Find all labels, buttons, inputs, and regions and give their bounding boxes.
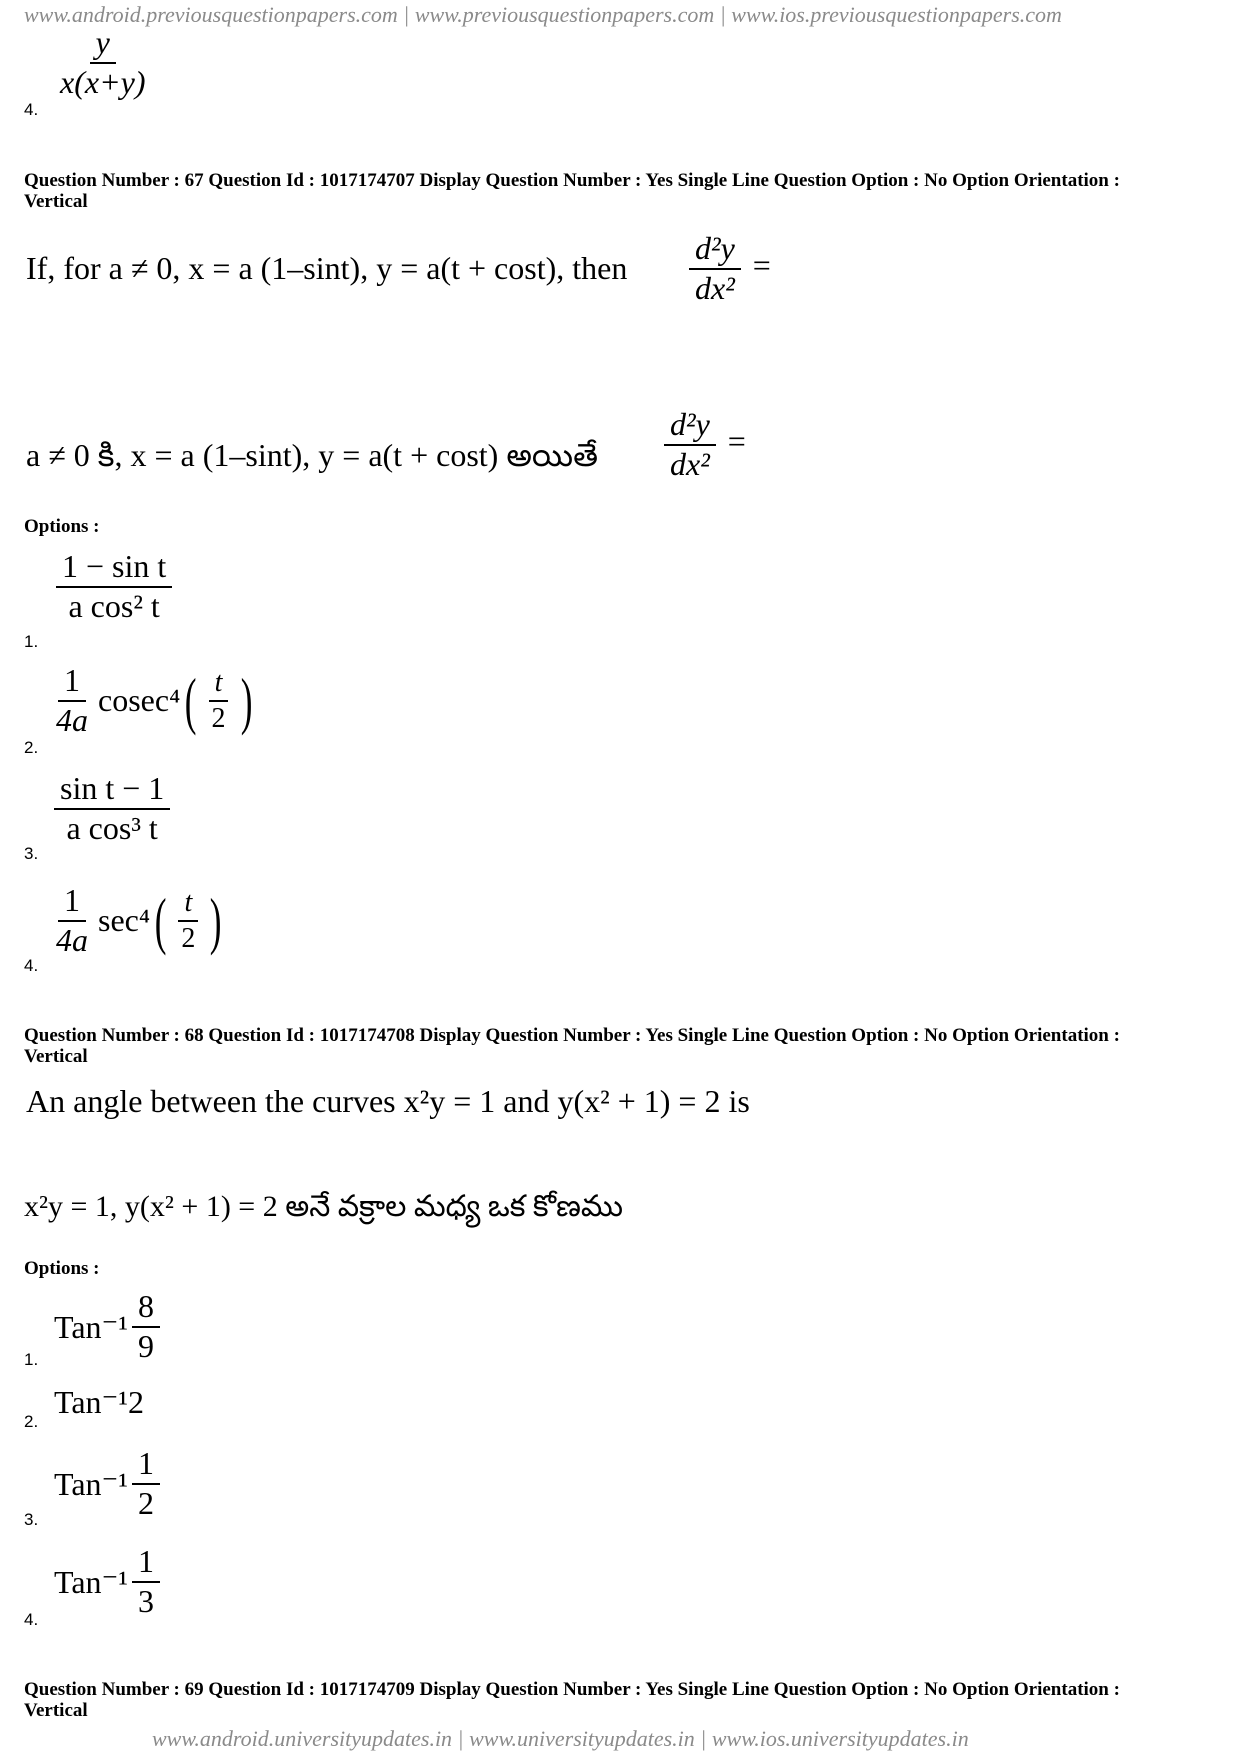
prev-option-numerator: y xyxy=(90,26,116,64)
q67-opt3-den: a cos³ t xyxy=(66,809,158,846)
q67-text-te xyxy=(26,437,598,482)
q68-opt1-den: 9 xyxy=(138,1327,154,1364)
q67-d2y: d²y xyxy=(689,232,741,270)
q67-equals-te: = xyxy=(727,422,746,459)
q68-meta: Question Number : 68 Question Id : 1017174708 Display Question Number : Yes Single Line Question Option : No Option Orientation : Vertical xyxy=(24,1025,1120,1067)
q67-dx2: dx² xyxy=(695,269,735,306)
q67-opt4-arg-num: t xyxy=(178,888,198,921)
header-watermark[interactable]: www.android.previousquestionpapers.com | www.previousquestionpapers.com | www.ios.previousquestionpapers.com xyxy=(24,2,1062,27)
q68-text-en: An angle between the curves x²y = 1 and y(x² + 1) = 2 is xyxy=(26,1083,750,1119)
q67-opt4-func: sec⁴ xyxy=(98,902,151,939)
footer-watermark[interactable]: www.android.universityupdates.in | www.universityupdates.in | www.ios.universityupdates.in xyxy=(152,1726,969,1751)
q67-derivative-en xyxy=(685,232,771,305)
q68-opt2-value: 2 xyxy=(128,1384,144,1420)
q67-opt1-num: 1 − sin t xyxy=(56,550,172,588)
q67-option-3-formula[interactable] xyxy=(50,772,174,845)
q67-dx2-te: dx² xyxy=(670,445,710,482)
q67-option-1-number: 1. xyxy=(24,632,39,651)
q68-opt4-den: 3 xyxy=(138,1582,154,1619)
q68-opt4-func: Tan⁻¹ xyxy=(54,1563,128,1600)
q68-opt3-func: Tan⁻¹ xyxy=(54,1465,128,1502)
q67-option-2-formula[interactable]: $\frac{1}{4a}$ cosec⁴ ( $\frac{t}{2}$ ) xyxy=(46,664,257,737)
q67-opt4-coef-den: 4a xyxy=(56,921,88,958)
q68-option-4-formula[interactable] xyxy=(54,1545,164,1618)
q67-text-en-label: If, for a ≠ 0, x = a (1–sint), y = a(t + cost), then xyxy=(26,250,628,286)
q68-option-2-number: 2. xyxy=(24,1412,39,1431)
q67-meta: Question Number : 67 Question Id : 1017174707 Display Question Number : Yes Single Line Question Option : No Option Orientation : Vertical xyxy=(24,170,1120,212)
q67-equals: = xyxy=(752,246,771,283)
q67-option-3-number: 3. xyxy=(24,844,39,863)
q67-opt2-coef-den: 4a xyxy=(56,701,88,738)
prev-option-4-formula xyxy=(50,26,156,99)
q68-options-label: Options : xyxy=(24,1258,100,1279)
q69-meta: Question Number : 69 Question Id : 1017174709 Display Question Number : Yes Single Line Question Option : No Option Orientation : Vertical xyxy=(24,1679,1120,1721)
q68-opt3-num: 1 xyxy=(132,1447,160,1485)
q68-opt3-den: 2 xyxy=(138,1484,154,1521)
q67-opt2-arg-num: t xyxy=(209,668,229,701)
q68-opt1-func: Tan⁻¹ xyxy=(54,1308,128,1345)
q68-opt4-num: 1 xyxy=(132,1545,160,1583)
q67-derivative-te xyxy=(660,408,746,481)
q68-option-3-number: 3. xyxy=(24,1510,39,1529)
q67-option-4-number: 4. xyxy=(24,956,39,975)
q68-option-1-number: 1. xyxy=(24,1350,39,1369)
q67-opt3-num: sin t − 1 xyxy=(54,772,170,810)
q67-text-en xyxy=(26,250,627,287)
q68-opt1-num: 8 xyxy=(132,1290,160,1328)
q67-opt2-arg-den: 2 xyxy=(211,702,226,734)
q67-opt2-coef-num: 1 xyxy=(58,664,86,702)
q67-opt2-func: cosec⁴ xyxy=(98,682,181,719)
prev-option-denominator: x(x+y) xyxy=(60,63,146,100)
q67-text-te-label: a ≠ 0 కి, x = a (1–sint), y = a(t + cost) అయితే xyxy=(26,437,598,473)
q68-opt2-func: Tan⁻¹ xyxy=(54,1384,128,1420)
q67-opt4-arg-den: 2 xyxy=(181,922,196,954)
q67-d2y-te: d²y xyxy=(664,408,716,446)
q68-text-te: x²y = 1, y(x² + 1) = 2 అనే వక్రాల మధ్య ఒక కోణము xyxy=(24,1190,623,1223)
q67-options-label: Options : xyxy=(24,516,100,537)
q68-option-1-formula[interactable] xyxy=(54,1290,164,1363)
q68-option-4-number: 4. xyxy=(24,1610,39,1629)
q67-opt1-den: a cos² t xyxy=(68,587,160,624)
q67-opt4-coef-num: 1 xyxy=(58,884,86,922)
q67-option-1-formula[interactable] xyxy=(52,550,176,623)
q68-option-2-formula[interactable] xyxy=(54,1383,144,1421)
q67-option-2-number: 2. xyxy=(24,738,39,757)
q68-option-3-formula[interactable] xyxy=(54,1447,164,1520)
q67-option-4-formula[interactable]: $\frac{1}{4a}$ sec⁴ ( $\frac{t}{2}$ ) xyxy=(46,884,227,957)
prev-option-4-number: 4. xyxy=(24,100,39,119)
